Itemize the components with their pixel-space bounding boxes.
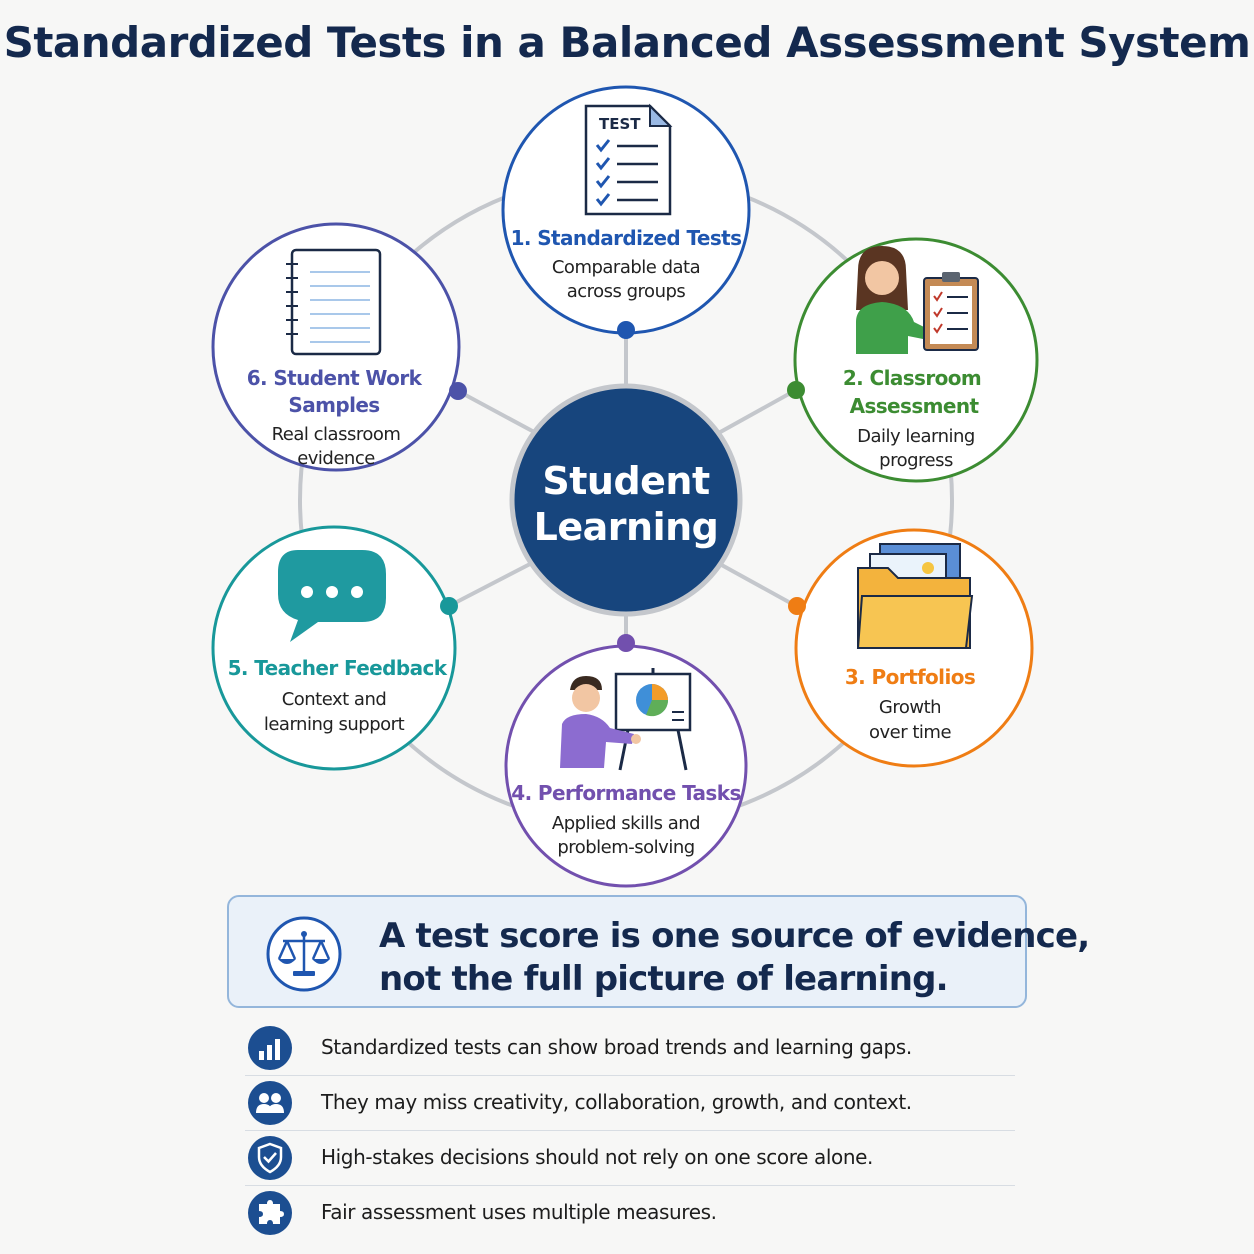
notebook-icon [286, 250, 380, 354]
list-item [245, 1076, 1015, 1131]
node-desc-classroom-assessment-1: Daily learning [857, 426, 975, 447]
key-message-line1: A test score is one source of evidence, [379, 916, 1090, 956]
node-desc-teacher-feedback-1: Context and [281, 689, 387, 710]
point-text: They may miss creativity, collaboration, growth, and context. [321, 1090, 912, 1114]
node-desc-portfolios-2: over time [868, 722, 952, 743]
test-document-icon [586, 106, 670, 214]
connector-dot [440, 597, 458, 615]
node-title-classroom-assessment-1: 2. Classroom [842, 366, 982, 390]
node-desc-performance-tasks-1: Applied skills and [551, 813, 701, 834]
list-item [245, 1186, 1015, 1241]
point-text: Fair assessment uses multiple measures. [321, 1200, 717, 1224]
balance-scale-icon [265, 915, 343, 993]
node-desc-standardized-tests-2: across groups [566, 281, 686, 302]
connector-dot [617, 321, 635, 339]
node-title-student-work-2: Samples [288, 393, 380, 417]
point-text: High-stakes decisions should not rely on one score alone. [321, 1145, 873, 1169]
node-desc-portfolios-1: Growth [878, 697, 942, 718]
center-label-line2: Learning [533, 505, 719, 549]
node-desc-standardized-tests-1: Comparable data [551, 257, 701, 278]
node-desc-performance-tasks-2: problem-solving [557, 837, 695, 858]
connector-dot [788, 597, 806, 615]
bar-chart-icon [247, 1025, 293, 1071]
connector-dot [787, 381, 805, 399]
node-title-student-work-1: 6. Student Work [246, 366, 422, 390]
list-item [245, 1131, 1015, 1186]
node-title-classroom-assessment-2: Assessment [849, 394, 979, 418]
page-title: Standardized Tests in a Balanced Assessment System [3, 18, 1251, 67]
connector-dot [617, 634, 635, 652]
puzzle-icon [247, 1190, 293, 1236]
node-desc-classroom-assessment-2: progress [879, 450, 953, 471]
point-text: Standardized tests can show broad trends and learning gaps. [321, 1035, 912, 1059]
node-desc-teacher-feedback-2: learning support [263, 714, 405, 735]
shield-check-icon [247, 1135, 293, 1181]
portfolio-folder-icon [858, 544, 972, 648]
node-title-performance-tasks: 4. Performance Tasks [511, 781, 741, 805]
people-icon [247, 1080, 293, 1126]
node-desc-student-work-1: Real classroom [271, 424, 401, 445]
test-icon-label: TEST [599, 115, 641, 133]
center-label-line1: Student [542, 459, 710, 503]
node-title-teacher-feedback: 5. Teacher Feedback [227, 656, 447, 680]
node-desc-student-work-2: evidence [297, 448, 375, 469]
connector-dot [449, 382, 467, 400]
key-message-text [379, 915, 1090, 1001]
node-title-portfolios: 3. Portfolios [844, 665, 976, 689]
key-message-callout [227, 895, 1090, 1008]
node-title-standardized-tests: 1. Standardized Tests [510, 226, 742, 250]
key-message-line2: not the full picture of learning. [379, 959, 948, 999]
list-item [245, 1021, 1015, 1076]
